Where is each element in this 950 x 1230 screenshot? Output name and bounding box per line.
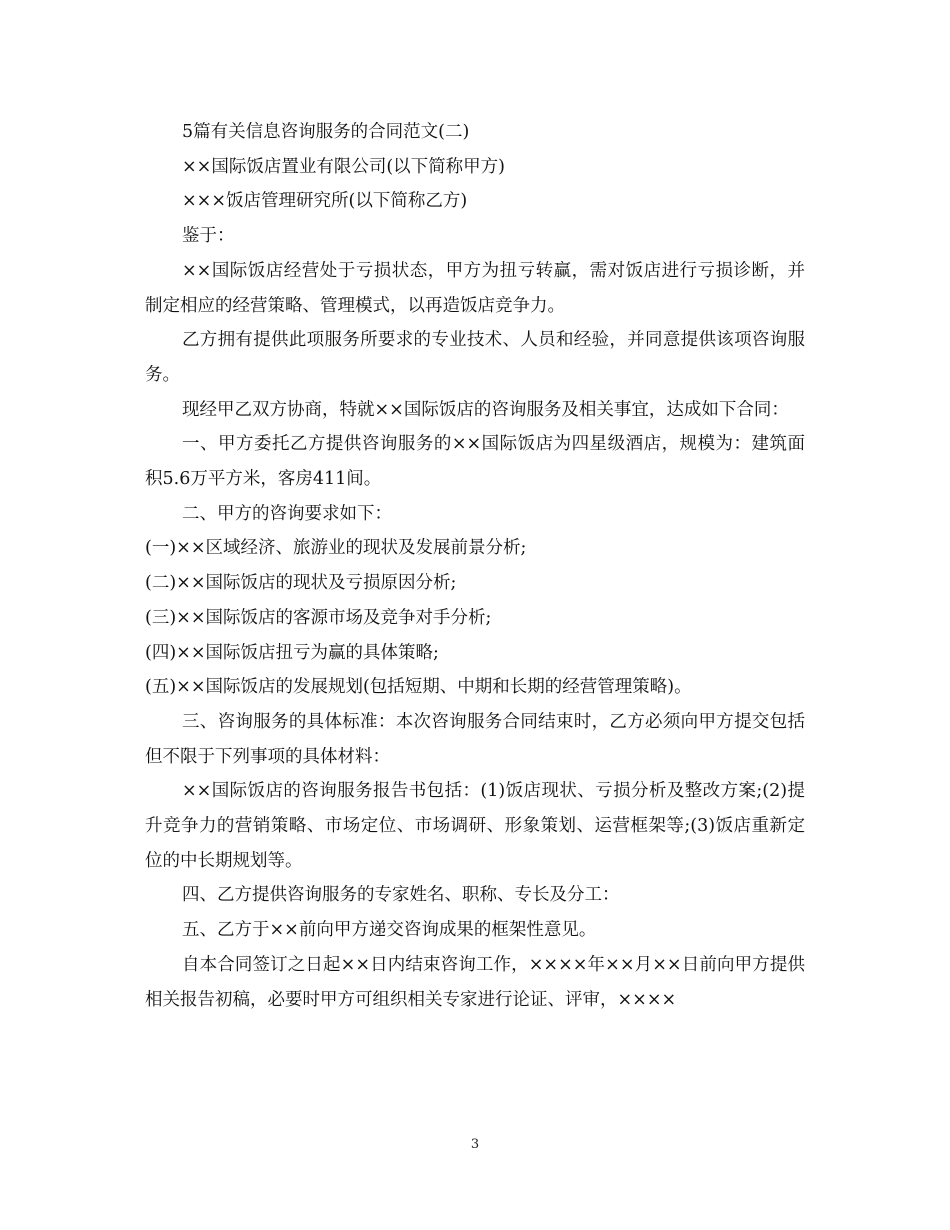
paragraph: 现经甲乙双方协商，特就××国际饭店的咨询服务及相关事宜，达成如下合同：	[182, 399, 789, 420]
page-number: 3	[470, 1137, 480, 1152]
paragraph: 三、咨询服务的具体标准：本次咨询服务合同结束时，乙方必须向甲方提交包括但不限于下列事项的具体材料：	[145, 711, 805, 767]
paragraph: 一、甲方委托乙方提供咨询服务的××国际饭店为四星级酒店，规模为：建筑面积5.6万平方米，客房411间。	[145, 434, 805, 490]
paragraph: (三)××国际饭店的客源市场及竞争对手分析;	[145, 607, 492, 628]
paragraph: 自本合同签订之日起××日内结束咨询工作，××××年××月××日前向甲方提供相关报告初稿，必要时甲方可组织相关专家进行论证、评审，××××	[145, 954, 805, 1010]
paragraph: 鉴于：	[182, 226, 235, 247]
paragraph: 四、乙方提供咨询服务的专家姓名、职称、专长及分工：	[182, 885, 620, 906]
paragraph: 五、乙方于××前向甲方递交咨询成果的框架性意见。	[182, 920, 597, 941]
paragraph: 乙方拥有提供此项服务所要求的专业技术、人员和经验，并同意提供该项咨询服务。	[145, 330, 805, 385]
paragraph: ××国际饭店经营处于亏损状态，甲方为扭亏转赢，需对饭店进行亏损诊断，并制定相应的经营策略、管理模式，以再造饭店竞争力。	[145, 260, 805, 316]
paragraph: 二、甲方的咨询要求如下：	[182, 503, 392, 524]
paragraph: ××国际饭店的咨询服务报告书包括：(1)饭店现状、亏损分析及整改方案;(2)提升竞争力的营销策略、市场定位、市场调研、形象策划、运营框架等;(3)饭店重新定位的中长期规划等。	[145, 781, 805, 871]
document-body	[145, 115, 805, 1017]
paragraph: (四)××国际饭店扭亏为赢的具体策略;	[145, 642, 439, 663]
paragraph: 5篇有关信息咨询服务的合同范文(二)	[182, 122, 470, 142]
paragraph: (二)××国际饭店的现状及亏损原因分析;	[145, 573, 457, 594]
paragraph: ××国际饭店置业有限公司(以下简称甲方)	[182, 156, 505, 177]
paragraph: (五)××国际饭店的发展规划(包括短期、中期和长期的经营管理策略)。	[145, 677, 692, 698]
paragraph: ×××饭店管理研究所(以下简称乙方)	[182, 191, 468, 212]
paragraph: (一)××区域经济、旅游业的现状及发展前景分析;	[145, 538, 527, 559]
